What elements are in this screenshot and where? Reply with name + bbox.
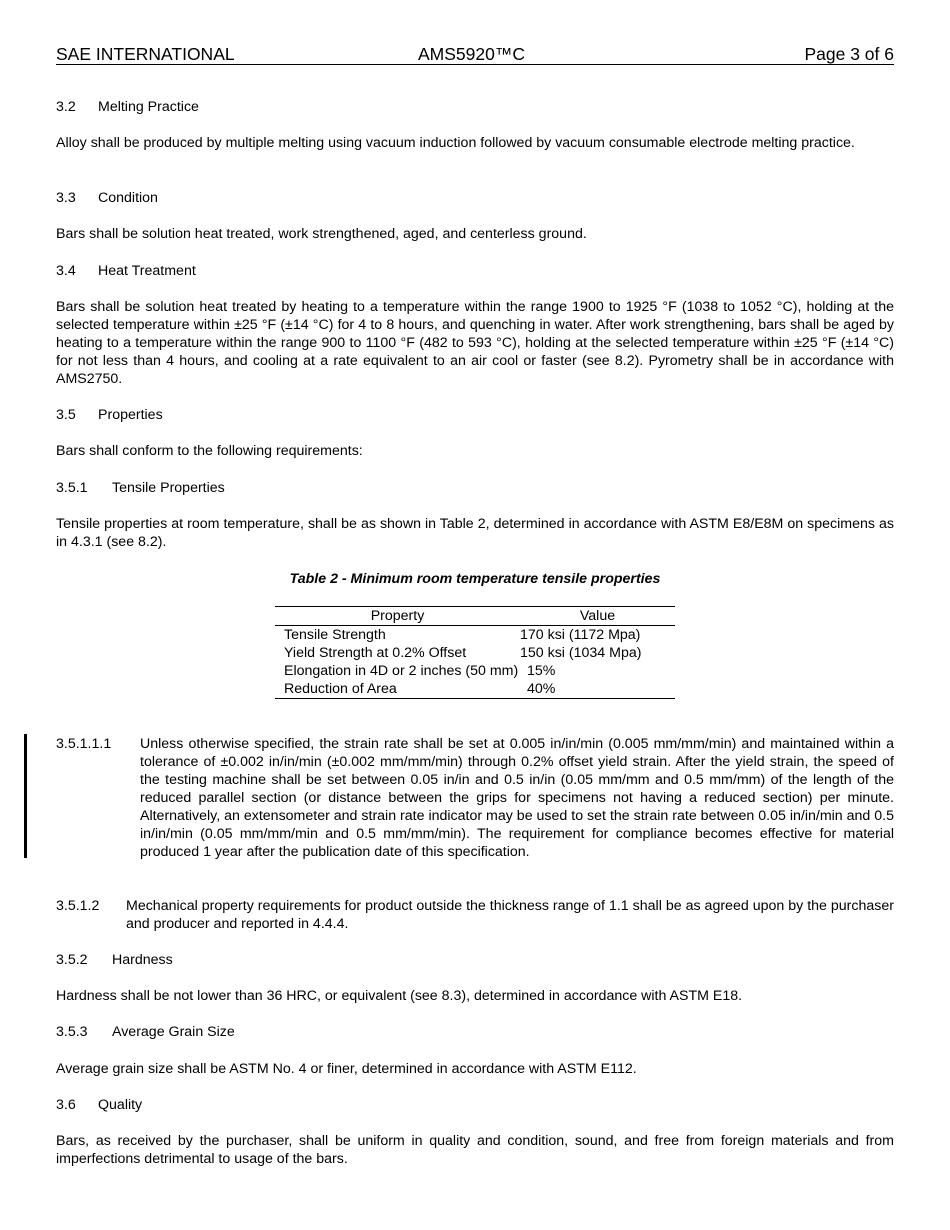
table-2-caption: Table 2 - Minimum room temperature tensile properties (289, 571, 661, 587)
table-header-row (275, 607, 675, 626)
section-3-6-text: Bars, as received by the purchaser, shall be uniform in quality and condition, sound, and free from foreign materials and from imperfections detrimental to usage of the bars. (56, 1133, 894, 1167)
section-3-5-text: Bars shall conform to the following requirements: (56, 443, 363, 459)
table-row (275, 662, 675, 680)
section-3-5-1-2-text: Mechanical property requirements for product outside the thickness range of 1.1 shall be as agreed upon by the purchaser and producer and reported in 4.4.4. (126, 898, 894, 932)
revision-change-bar (24, 734, 27, 858)
section-3-5-3-heading: 3.5.3 Average Grain Size (56, 1024, 235, 1040)
table-cell-property: Tensile Strength (284, 627, 386, 643)
header-page-number: Page 3 of 6 (804, 44, 894, 64)
table-cell-value: 170 ksi (1172 Mpa) (520, 627, 641, 643)
section-3-2-text: Alloy shall be produced by multiple melting using vacuum induction followed by vacuum consumable electrode melting practice. (56, 135, 855, 151)
section-3-4-text: Bars shall be solution heat treated by heating to a temperature within the range 1900 to 1925 °F (1038 to 1052 °C), holding at the selected temperature within ±25 °F (±14 °C) for 4 to 8 hours, and quenching in water. After work strengthening, bars shall be aged by heating to a temperature within the range 900 to 1100 °F (482 to 593 °C), holding at the selected temperature within ±25 °F (±14 °C) for not less than 4 hours, and cooling at a rate equivalent to an air cool or faster (see 8.2). Pyrometry shall be in accordance with AMS2750. (56, 299, 894, 387)
table-row (275, 644, 675, 662)
table-cell-value: 40% (520, 680, 675, 699)
section-3-5-2-text: Hardness shall be not lower than 36 HRC, or equivalent (see 8.3), determined in accordance with ASTM E18. (56, 988, 743, 1004)
header-document-id: AMS5920™C (418, 44, 525, 64)
table-cell-property: Yield Strength at 0.2% Offset (284, 645, 467, 661)
table-row (275, 680, 675, 699)
table-2 (275, 606, 675, 699)
section-3-5-1-1-1-text: Unless otherwise specified, the strain rate shall be set at 0.005 in/in/min (0.005 mm/mm/min) and maintained within a tolerance of ±0.002 in/in/min (±0.002 mm/mm/min) through 0.2% offset yield strain. After the yield strain, the speed of the testing machine shall be set between 0.05 in/in and 0.5 in/in (0.05 mm/mm and 0.5 mm/mm) of the length of the reduced parallel section (or distance between the grips for specimens not having a reduced section) per minute. Alternatively, an extensometer and strain rate indicator may be used to set the strain rate between 0.05 in/in/min and 0.5 in/in/min (0.05 mm/mm/min and 0.5 mm/mm/min). The requirement for compliance becomes effective for material produced 1 year after the publication date of this specification. (140, 736, 894, 860)
section-3-5-1-1-1-number: 3.5.1.1.1 (56, 736, 112, 752)
table-row (275, 626, 675, 645)
section-3-2-heading: 3.2 Melting Practice (56, 99, 199, 115)
section-3-6-heading: 3.6 Quality (56, 1097, 143, 1113)
section-3-4-heading: 3.4 Heat Treatment (56, 263, 196, 279)
table-cell-value: 15% (527, 663, 556, 679)
section-3-5-3-text: Average grain size shall be ASTM No. 4 or finer, determined in accordance with ASTM E112. (56, 1061, 637, 1077)
section-3-5-1-text: Tensile properties at room temperature, shall be as shown in Table 2, determined in accordance with ASTM E8/E8M on specimens as in 4.3.1 (see 8.2). (56, 516, 894, 550)
section-3-5-1-2-number: 3.5.1.2 (56, 898, 100, 914)
section-3-3-heading: 3.3 Condition (56, 190, 158, 206)
column-header-property: Property (275, 607, 520, 626)
section-3-3-text: Bars shall be solution heat treated, work strengthened, aged, and centerless ground. (56, 226, 587, 242)
table-cell-property: Elongation in 4D or 2 inches (50 mm) (284, 663, 519, 679)
section-3-5-2-heading: 3.5.2 Hardness (56, 952, 173, 968)
page-header (56, 44, 894, 65)
table-cell-property: Reduction of Area (275, 680, 520, 699)
table-cell-value: 150 ksi (1034 Mpa) (520, 645, 642, 661)
section-3-5-1-2 (56, 897, 894, 933)
header-organization: SAE INTERNATIONAL (56, 44, 235, 64)
section-3-5-1-heading: 3.5.1 Tensile Properties (56, 480, 225, 496)
column-header-value: Value (520, 607, 675, 626)
section-3-5-heading: 3.5 Properties (56, 407, 163, 423)
section-3-5-1-1-1 (56, 735, 894, 861)
